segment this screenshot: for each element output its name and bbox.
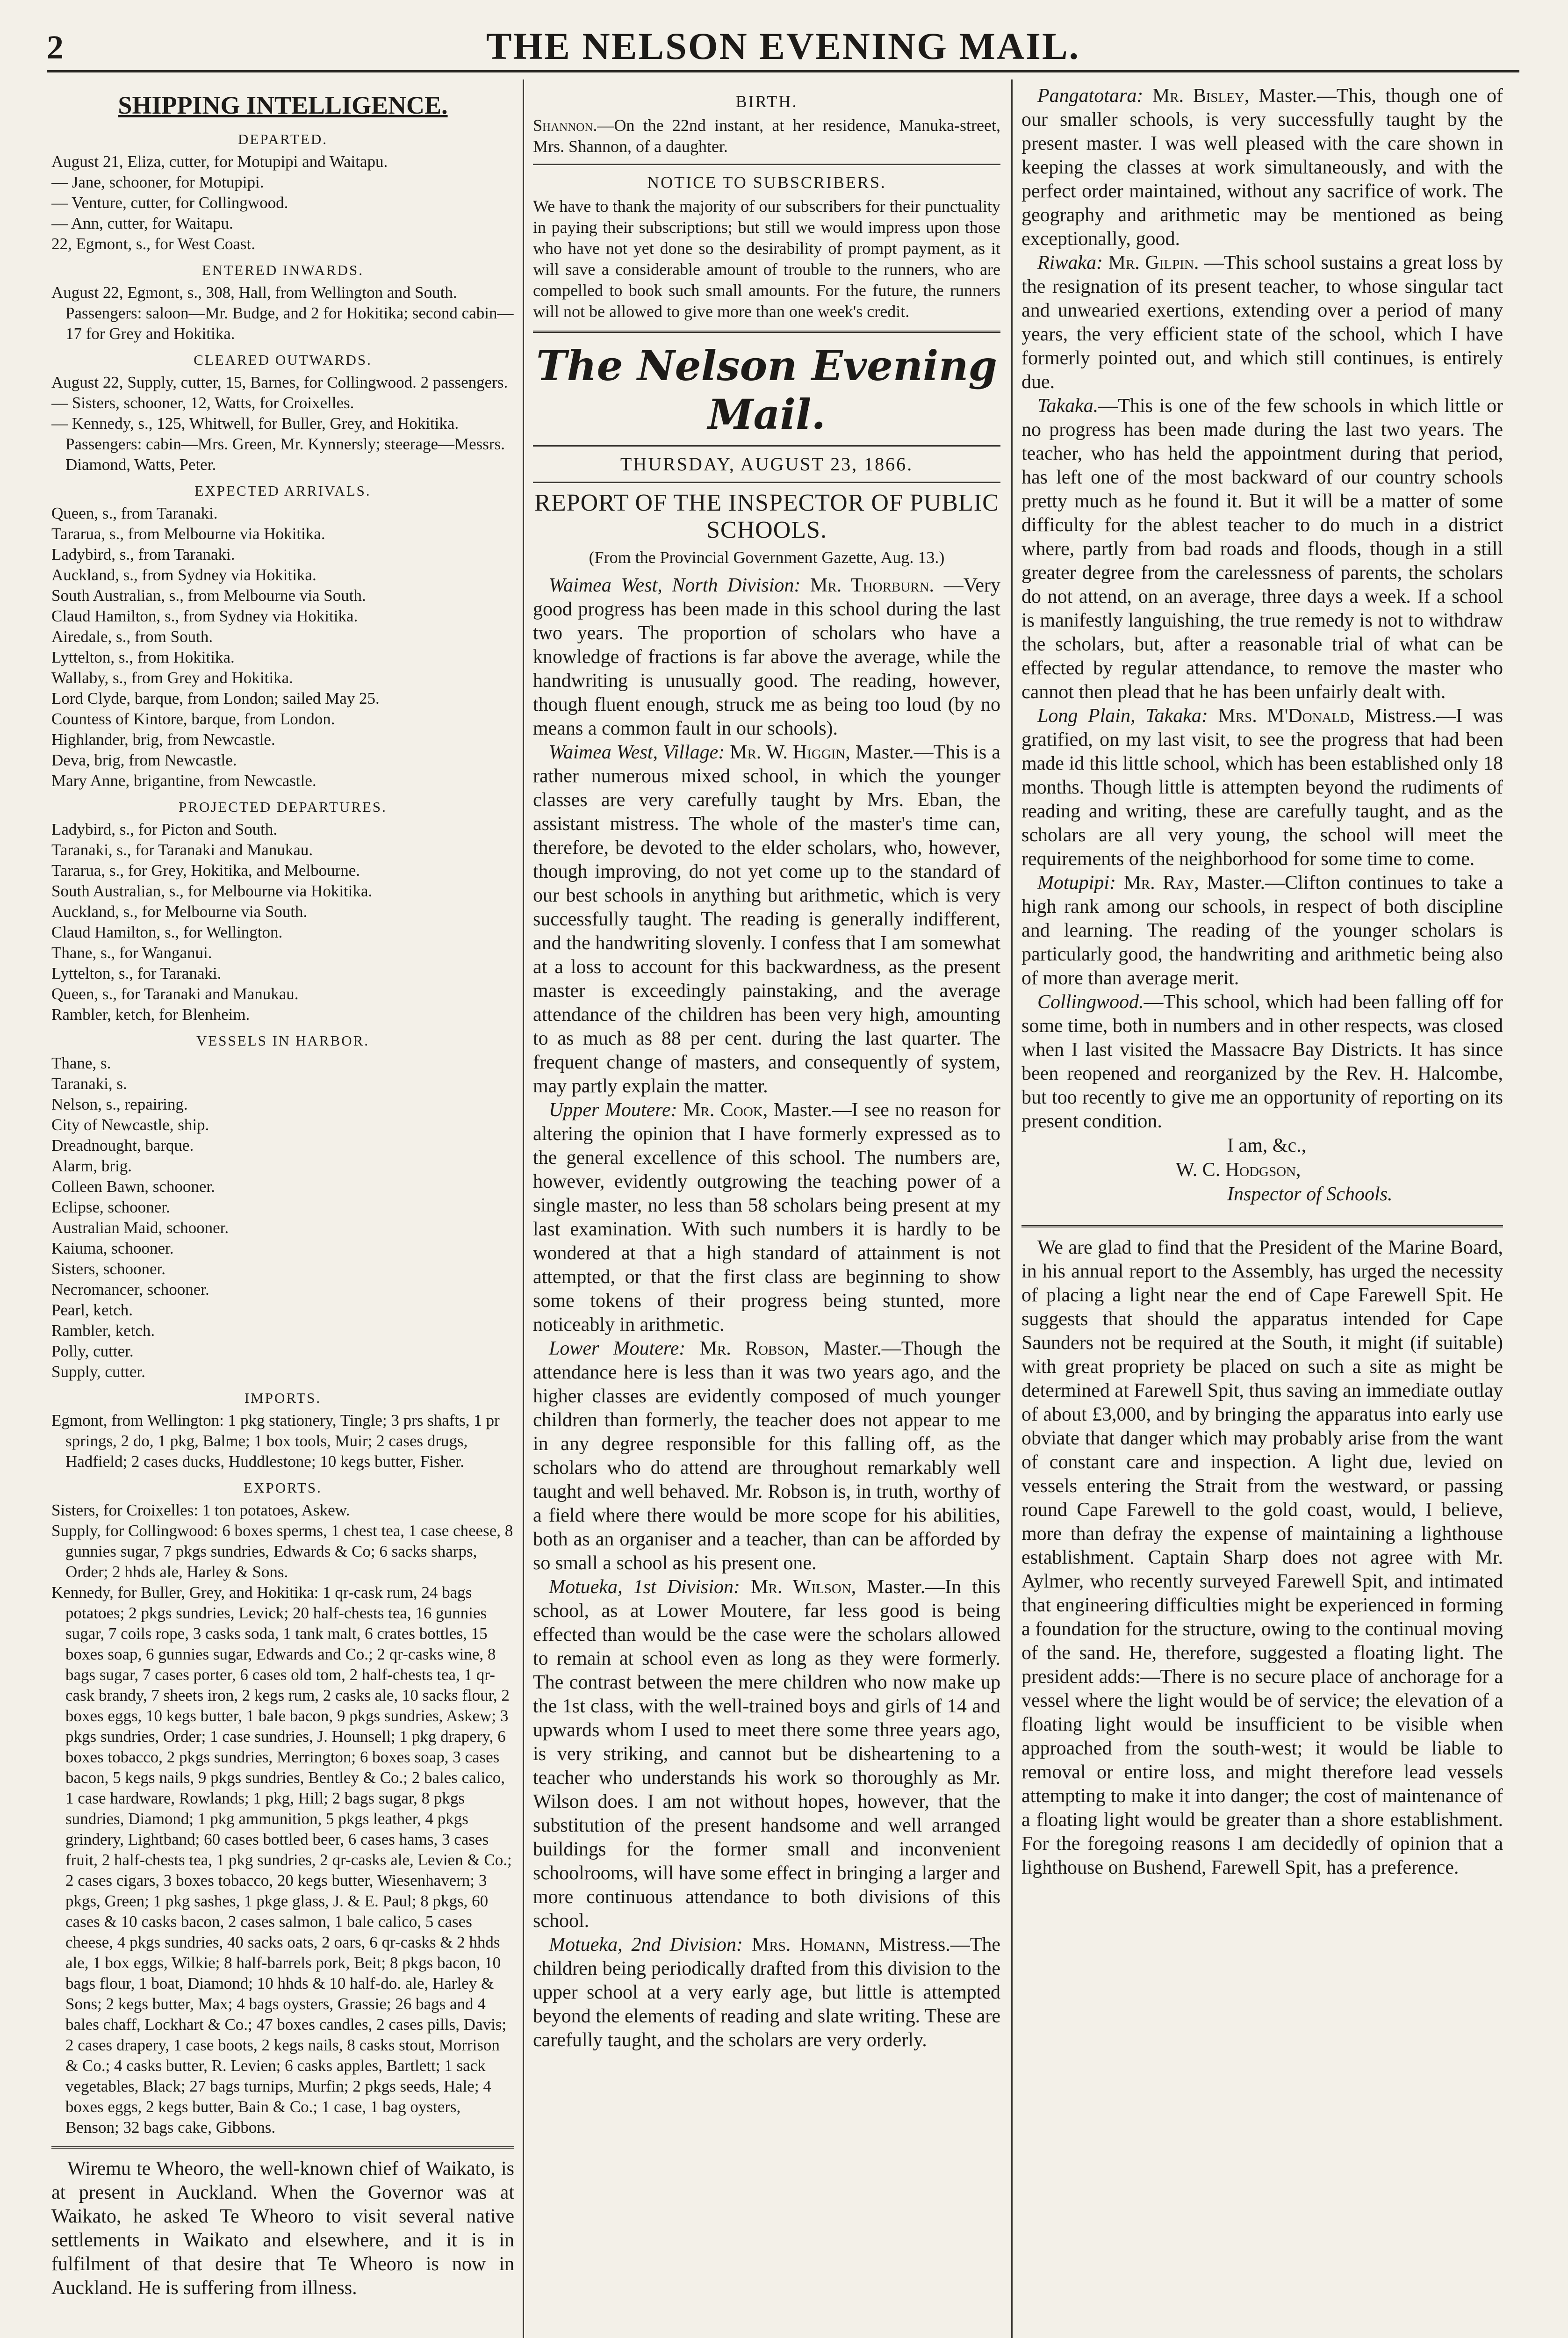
teacher-name: Mr. Robson,	[685, 1338, 823, 1359]
report-text: —This is one of the few schools in which little or no progress has been made during the last two years. The teacher, who has held the appointment during that period, has left one of the most backward of our country schools pretty much as he found it. But it will be a matter of some difficulty for the ablest teacher to do much in a district where, partly from bad roads and floods, though in a still greater degree from the carelessness of parents, the scholars do not attend, on an average, three days a week. If a school is manifestly languishing, the true remedy is not to withdraw the scholars, but, after a reasonable trial of what can be effected by regular attendance, to remove the master who cannot then plead that he has been unfairly dealt with.	[1021, 395, 1503, 703]
shipping-entry: Queen, s., for Taranaki and Manukau.	[51, 985, 299, 1003]
shipping-entry: Mary Anne, brigantine, from Newcastle.	[51, 772, 316, 790]
divider	[51, 2146, 514, 2149]
signoff-title: Inspector of Schools.	[1227, 1183, 1393, 1205]
shipping-entry: Sisters, schooner.	[51, 1260, 166, 1278]
shipping-entry: Lyttelton, s., from Hokitika.	[51, 648, 235, 666]
exports-list	[51, 1500, 514, 2138]
shipping-entry: 22, Egmont, s., for West Coast.	[51, 235, 255, 253]
shipping-entry: Countess of Kintore, barque, from London.	[51, 710, 335, 728]
school-report-paragraph	[533, 1575, 1000, 1933]
shipping-entry: August 22, Egmont, s., 308, Hall, from Wellington and South. Passengers: saloon—Mr. Budge, and 2 for Hokitika; second cabin—17 for Grey and Hokitika.	[51, 283, 514, 343]
column-shipping	[51, 84, 514, 2338]
school-name: Upper Moutere:	[549, 1099, 677, 1121]
shipping-entry: Nelson, s., repairing.	[51, 1095, 188, 1113]
shipping-heading: SHIPPING INTELLIGENCE.	[118, 91, 448, 119]
shipping-entry: Taranaki, s., for Taranaki and Manukau.	[51, 841, 313, 859]
projected-list	[51, 819, 514, 1025]
school-name: Waimea West, Village:	[549, 742, 725, 763]
lighthouse-article: We are glad to find that the President of the Marine Board, in his annual report to the Assembly, has urged the necessity of placing a light near the end of Cape Farewell Spit. He suggests that should the apparatus intended for Cape Saunders not be required at the South, it might (if suitable) with great propriety be placed on such a site as might be determined at Farewell Spit, thus saving an immediate outlay of about £3,000, and by bringing the apparatus into early use obviate that danger which may probably arise from the want of constant care and inspection. A light due, levied on vessels entering the Strait from the westward, or passing round Cape Farewell to the gold coast, would, I believe, more than defray the expense of maintaining a lighthouse establishment. Captain Sharp does not agree with Mr. Aylmer, who recently surveyed Farewell Spit, and intimated that engineering difficulties might be experienced in forming a foundation for the structure, owing to the continual moving of the sand. He, therefore, suggested a floating light. The president adds:—There is no secure place of anchorage for a vessel where the light would be of service; the elevation of a floating light would be insufficient to be visible when approached from the south-west; it would be liable to removal or entire loss, and might therefore lead vessels attempting to make it into danger; the cost of maintenance of a floating light would be greater than a shore establishment. For the foregoing reasons I am decidedly of opinion that a lighthouse on Bushend, Farewell Spit, has a preference.	[1021, 1237, 1503, 1878]
teacher-name: Mr. Bisley,	[1143, 85, 1259, 107]
report-text: —Very good progress has been made in this school during the last two years. The proportion of scholars who have a knowledge of fractions is far above the average, while the handwriting is unusually good. The reading, however, though fluent enough, struck me as being too loud (by no means a common fault in our schools).	[533, 575, 1000, 739]
shipping-entry: — Sisters, schooner, 12, Watts, for Croixelles.	[51, 394, 354, 412]
shipping-entry: Kaiuma, schooner.	[51, 1239, 174, 1257]
school-name: Collingwood.	[1037, 991, 1144, 1013]
shipping-entry: South Australian, s., from Melbourne via South.	[51, 586, 366, 605]
shipping-entry: Pearl, ketch.	[51, 1301, 133, 1319]
shipping-entry: Kennedy, for Buller, Grey, and Hokitika: 1 qr-cask rum, 24 bags potatoes; 2 pkgs sundries, Levick; 20 half-chests tea, 16 gunnies sugar, 7 coils rope, 3 casks soda, 1 tank malt, 6 crates bottles, 15 boxes soap, 6 gunnies sugar, Edwards and Co.; 2 qr-casks wine, 8 bags sugar, 7 cases porter, 6 cases old tom, 2 half-chests tea, 1 qr-cask brandy, 7 sheets iron, 2 kegs rum, 2 casks ale, 10 sacks flour, 2 boxes eggs, 10 kegs butter, 1 bale bacon, 9 pkgs sundries, Askew; 3 pkgs sundries, Order; 1 case sundries, J. Hounsell; 1 pkg drapery, 6 boxes tobacco, 2 pkgs sundries, Merrington; 6 boxes soap, 3 cases bacon, 5 kegs nails, 9 pkgs sundries, Bentley & Co.; 2 bales calico, 1 case hardware, Rowlands; 1 pkg, Hill; 2 bags sugar, 8 pkgs sundries, Diamond; 1 pkg ammunition, 5 pkgs leather, 4 pkgs grindery, Lightband; 60 cases bottled beer, 6 cases hams, 3 cases fruit, 2 half-chests tea, 1 pkg sundries, 2 qr-casks ale, Levien & Co.; 2 cases cigars, 3 boxes tobacco, 20 kegs butter, Wiesenhavern; 3 pkgs, Green; 1 pkg sashes, 1 pkge glass, J. & E. Paul; 8 pkgs, 60 cases & 10 casks bacon, 2 cases salmon, 1 bale calico, 5 cases cheese, 4 pkgs sundries, 40 sacks oats, 2 oars, 6 qr-casks & 2 hhds ale, 1 box eggs, Wilkie; 8 half-barrels pork, Beit; 8 pkgs bacon, 10 bags flour, 1 boat, Diamond; 10 hhds & 10 half-do. ale, Harley & Sons; 2 kegs butter, Max; 4 bags oysters, Grassie; 26 bags and 4 bales chaff, Lockhart & Co.; 47 boxes candles, 2 cases pills, Davis; 2 cases drapery, 1 case boots, 2 kegs nails, 8 casks stout, Morrison & Co.; 4 casks butter, R. Levien; 6 casks apples, Bartlett; 1 sack vegetables, Black; 27 bags turnips, Murfin; 2 pkgs seeds, Hale; 4 boxes eggs, 2 kegs butter, Bain & Co.; 1 case, 1 bag oysters, Benson; 32 bags cake, Gibbons.	[51, 1583, 512, 2136]
shipping-entry: — Jane, schooner, for Motupipi.	[51, 173, 264, 191]
shipping-entry: Claud Hamilton, s., for Wellington.	[51, 923, 283, 941]
shipping-entry: Dreadnought, barque.	[51, 1136, 194, 1155]
birth-heading: BIRTH.	[735, 92, 798, 111]
shipping-entry: Australian Maid, schooner.	[51, 1219, 229, 1237]
shipping-entry: Auckland, s., from Sydney via Hokitika.	[51, 566, 316, 584]
shipping-entry: Tararua, s., from Melbourne via Hokitika.	[51, 525, 325, 543]
shipping-entry: Colleen Bawn, schooner.	[51, 1177, 215, 1196]
report-text: Master.—This is a rather numerous mixed school, in which the younger classes are very carefully taught by Mrs. Eban, the assistant mistress. The whole of the master's time can, therefore, be devoted to the elder scholars, who, however, though improving, do not yet come up to the standard of our best schools in anything but arithmetic, which is very successfully taught. The reading is generally indifferent, and the handwriting slovenly. I confess that I am somewhat at a loss to account for this backwardness, as the present master is exceedingly painstaking, and the average attendance of the children has been very high, amounting to as much as 88 per cent. during the last quarter. The frequent change of masters, and consequently of system, may partly explain the matter.	[533, 742, 1000, 1097]
school-report-paragraph	[1021, 871, 1503, 990]
school-name: Long Plain, Takaka:	[1037, 705, 1208, 727]
report-text: Master.—This, though one of our smaller schools, is very successfully taught by the present master. I was well pleased with the care shown in keeping the classes at work simultaneously, and with the perfect order maintained, without any sacrifice of work. The geography and arithmetic may be mentioned as being exceptionally, good.	[1021, 85, 1503, 250]
shipping-entry: Thane, s.	[51, 1054, 111, 1072]
shipping-entry: Deva, brig, from Newcastle.	[51, 751, 237, 769]
shipping-entry: Supply, cutter.	[51, 1363, 145, 1381]
report-text: Master.—In this school, as at Lower Moutere, far less good is being effected than would be the case were the scholars allowed to remain at school even as long as they were formerly. The contrast between the mere children who now make up the 1st class, with the well-trained boys and girls of 14 and upwards whom I used to meet there some three years ago, is very striking, and cannot but be disheartening to a teacher who understands his work so thoroughly as Mr. Wilson does. I am not without hopes, however, that the substitution of the present handsome and well arranged buildings for the former small and inconvenient schoolrooms, will have some effect in bringing a larger and more continuous attendance to both divisions of this school.	[533, 1576, 1000, 1932]
projected-heading: PROJECTED DEPARTURES.	[179, 799, 387, 815]
report-title: REPORT OF THE INSPECTOR OF PUBLIC SCHOOLS.	[534, 490, 999, 543]
teacher-name: Mrs. Homann,	[742, 1934, 879, 1956]
school-report-paragraph	[1021, 251, 1503, 394]
report-text: —This school sustains a great loss by the resignation of its present teacher, to whose singular tact and unwearied exertions, extending over a period of many years, the very efficient state of the school, which I have formerly pointed out, and which still continues, is entirely due.	[1021, 252, 1503, 393]
shipping-entry: Airedale, s., from South.	[51, 628, 213, 646]
teacher-name: Mr. Wilson,	[740, 1576, 867, 1598]
vessels-heading: VESSELS IN HARBOR.	[196, 1032, 370, 1049]
shipping-entry: — Kennedy, s., 125, Whitwell, for Buller, Grey, and Hokitika. Passengers: cabin—Mrs. Green, Mr. Kynnersly; steerage—Messrs. Diamond, Watts, Peter.	[51, 414, 505, 474]
column-rule	[1011, 79, 1013, 2338]
issue-date: THURSDAY, AUGUST 23, 1866.	[620, 454, 913, 475]
shipping-entry: Alarm, brig.	[51, 1157, 132, 1175]
report-paragraphs	[533, 574, 1000, 2052]
shipping-entry: Rambler, ketch, for Blenheim.	[51, 1005, 250, 1024]
school-report-paragraph	[1021, 990, 1503, 1133]
shipping-entry: — Ann, cutter, for Waitapu.	[51, 214, 233, 232]
school-name: Pangatotara:	[1037, 85, 1144, 107]
school-report-paragraph	[1021, 84, 1503, 251]
shipping-entry: August 21, Eliza, cutter, for Motupipi and Waitapu.	[51, 152, 388, 171]
divider	[533, 164, 1000, 165]
school-report-paragraph	[533, 741, 1000, 1098]
birth-notice	[533, 115, 1000, 157]
shipping-entry: Necromancer, schooner.	[51, 1280, 209, 1299]
shipping-entry: Wallaby, s., from Grey and Hokitika.	[51, 669, 293, 687]
vessels-list	[51, 1053, 514, 1382]
signoff-name: W. C. Hodgson,	[1176, 1159, 1301, 1181]
shipping-entry: City of Newcastle, ship.	[51, 1116, 209, 1134]
school-report-paragraph	[533, 1337, 1000, 1575]
birth-name: Shannon.	[533, 116, 597, 135]
divider	[533, 482, 1000, 483]
teacher-name: Mrs. M'Donald,	[1208, 705, 1365, 727]
notice-heading: NOTICE TO SUBSCRIBERS.	[647, 173, 886, 192]
teacher-name: Mr. Gilpin.	[1102, 252, 1204, 274]
paper-nameplate: The Nelson Evening Mail.	[536, 341, 997, 439]
divider	[1021, 1225, 1503, 1227]
teacher-name: Mr. Cook,	[677, 1099, 774, 1121]
newspaper-title: THE NELSON EVENING MAIL.	[486, 25, 1080, 67]
shipping-entry: Taranaki, s.	[51, 1075, 127, 1093]
entered-heading: ENTERED INWARDS.	[202, 262, 364, 278]
report-text: Mistress.—The children being periodically drafted from this division to the upper school at a very early age, but little is attempted beyond the elements of reading and slate writing. These are carefully taught, and the scholars are very orderly.	[533, 1934, 1000, 2051]
expected-heading: EXPECTED ARRIVALS.	[194, 483, 371, 499]
masthead-rule	[47, 70, 1519, 72]
school-report-paragraph	[533, 574, 1000, 741]
wiremu-article: Wiremu te Wheoro, the well-known chief of Waikato, is at present in Auckland. When the Governor was at Waikato, he asked Te Wheoro to visit several native settlements in Waikato and elsewhere, and it is in fulfilment of that desire that Te Wheoro is now in Auckland. He is suffering from illness.	[51, 2158, 514, 2299]
masthead	[47, 19, 1519, 65]
school-name: Motupipi:	[1037, 872, 1116, 894]
departed-list	[51, 152, 514, 254]
imports-heading: IMPORTS.	[244, 1390, 322, 1406]
departed-heading: DEPARTED.	[238, 131, 328, 147]
shipping-entry: Supply, for Collingwood: 6 boxes sperms, 1 chest tea, 1 case cheese, 8 gunnies sugar, 7 pkgs sundries, Edwards & Co; 6 sacks sharps, Order; 2 hhds ale, Harley & Sons.	[51, 1522, 513, 1581]
shipping-entry: Claud Hamilton, s., from Sydney via Hokitika.	[51, 607, 358, 625]
shipping-entry: August 22, Supply, cutter, 15, Barnes, for Collingwood. 2 passengers.	[51, 373, 508, 391]
school-name: Takaka.	[1037, 395, 1099, 417]
cleared-list	[51, 372, 514, 475]
report-text: Mistress.—I was gratified, on my last visit, to see the progress that had been made id this little school, which has been established only 18 months. Though little is attempten beyond the rudiments of reading and writing, these are carefully taught, and as the scholars are all very young, the school will meet the requirements of the neighborhood for some time to come.	[1021, 705, 1503, 870]
imports-text: Egmont, from Wellington: 1 pkg stationery, Tingle; 3 prs shafts, 1 pr springs, 2 do, 1 pkg, Balme; 1 box tools, Muir; 2 cases drugs, Hadfield; 2 cases ducks, Huddlestone; 10 kegs butter, Fisher.	[51, 1411, 500, 1471]
shipping-entry: Rambler, ketch.	[51, 1321, 155, 1340]
report-text: Master.—Though the attendance here is less than it was two years ago, and the higher classes are evidently composed of much younger children than formerly, the teacher does not appear to me in any degree responsible for this falling off, as the scholars who do attend are throughout remarkably well taught and well behaved. Mr. Robson is, in truth, worthy of a field where there would be more scope for his abilities, both as an organiser and a teacher, than can be afforded by so small a school as his present one.	[533, 1338, 1000, 1574]
shipping-entry: Ladybird, s., for Picton and South.	[51, 820, 278, 838]
entered-list	[51, 282, 514, 344]
notice-text: We have to thank the majority of our subscribers for their punctuality in paying their subscriptions; but still we would impress upon those who have not yet done so the desirability of prompt payment, as it will save a considerable amount of trouble to the runners, who are compelled to book such small amounts. For the future, the runners will not be allowed to give more than one week's credit.	[533, 197, 1000, 321]
shipping-entry: Auckland, s., for Melbourne via South.	[51, 902, 308, 921]
shipping-entry: Queen, s., from Taranaki.	[51, 504, 218, 522]
school-report-paragraph	[1021, 394, 1503, 704]
report-text: —This school, which had been falling off for some time, both in numbers and in other respects, was closed when I last visited the Massacre Bay Districts. It has since been reopened and reorganized by the Rev. H. Halcombe, but too recently to give me an opportunity of reporting on its present condition.	[1021, 991, 1503, 1132]
divider	[533, 445, 1000, 447]
shipping-entry: Tararua, s., for Grey, Hokitika, and Melbourne.	[51, 861, 360, 880]
report-text: Master.—Clifton continues to take a high rank among our schools, in respect of both discipline and learning. The reading of the younger scholars is particularly good, the handwriting and arithmetic being also of more than average merit.	[1021, 872, 1503, 989]
birth-text: —On the 22nd instant, at her residence, Manuka-street, Mrs. Shannon, of a daughter.	[533, 116, 1000, 156]
school-name: Waimea West, North Division:	[549, 575, 801, 596]
shipping-entry: South Australian, s., for Melbourne via Hokitika.	[51, 882, 373, 900]
school-name: Riwaka:	[1037, 252, 1103, 274]
teacher-name: Mr. W. Higgin,	[725, 742, 856, 763]
school-name: Motueka, 2nd Division:	[549, 1934, 743, 1956]
teacher-name: Mr. Ray,	[1115, 872, 1207, 894]
cleared-heading: CLEARED OUTWARDS.	[194, 352, 372, 368]
school-name: Motueka, 1st Division:	[549, 1576, 741, 1598]
divider	[533, 331, 1000, 333]
shipping-entry: Lord Clyde, barque, from London; sailed May 25.	[51, 689, 380, 707]
shipping-entry: Highlander, brig, from Newcastle.	[51, 730, 275, 749]
exports-heading: EXPORTS.	[244, 1479, 322, 1496]
shipping-entry: Lyttelton, s., for Taranaki.	[51, 964, 222, 982]
report-source: (From the Provincial Government Gazette, Aug. 13.)	[589, 548, 945, 567]
shipping-entry: Polly, cutter.	[51, 1342, 134, 1360]
shipping-entry: Ladybird, s., from Taranaki.	[51, 545, 235, 563]
column-report	[533, 84, 1000, 2338]
signoff: I am, &c.,	[1227, 1135, 1307, 1156]
shipping-entry: Thane, s., for Wanganui.	[51, 944, 212, 962]
expected-list	[51, 503, 514, 791]
school-name: Lower Moutere:	[549, 1338, 686, 1359]
school-report-paragraph	[533, 1933, 1000, 2052]
column-rule	[523, 79, 524, 2338]
shipping-entry: — Venture, cutter, for Collingwood.	[51, 194, 288, 212]
shipping-entry: Sisters, for Croixelles: 1 ton potatoes, Askew.	[51, 1501, 350, 1519]
column-report-continued	[1021, 84, 1503, 2338]
page-number: 2	[47, 29, 64, 66]
school-report-paragraph	[533, 1098, 1000, 1337]
shipping-entry: Eclipse, schooner.	[51, 1198, 170, 1216]
report-text: Master.—I see no reason for altering the opinion that I have formerly expressed as to the general excellence of this school. The numbers are, however, evidently outgrowing the teaching power of a single master, no less than 58 scholars being present at my last examination. With such numbers it is hardly to be wondered at that a high standard of attainment is not attempted, or that the first class are beginning to show some tokens of their progress being stunted, more noticeably in arithmetic.	[533, 1099, 1000, 1335]
school-report-paragraph	[1021, 704, 1503, 871]
teacher-name: Mr. Thorburn.	[800, 575, 944, 596]
report-paragraphs-continued	[1021, 84, 1503, 1133]
